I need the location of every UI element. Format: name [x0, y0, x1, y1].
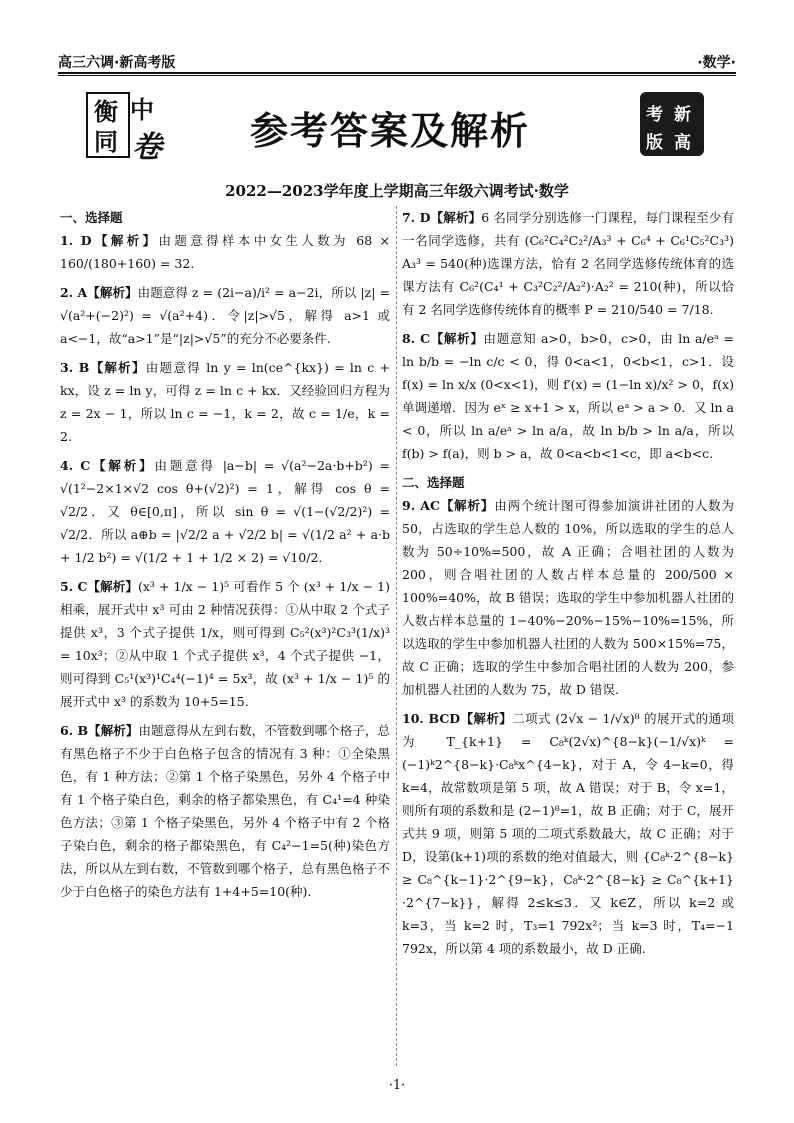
- exam-title: 2022—2023学年度上学期高三年级六调考试·数学: [225, 182, 569, 200]
- banner-title: 参考答案及解析: [250, 109, 531, 153]
- question-text: 由题意得 ln y = ln(ce^{kx}) = ln c + kx，设 z = ln y，可得 z = ln c + kx．又经验回归方程为 z = 2x − 1，所以 ln c = −1，k = 2，故 c = 1/e，k = 2.: [60, 360, 391, 444]
- section-title: 二、选择题: [402, 475, 465, 490]
- header-rule: [58, 72, 736, 74]
- question-text: 由题意得样本中女生人数为 68 × 160/(180+160) = 32.: [60, 233, 390, 271]
- question-text: 由题意知 a>0，b>0，c>0，由 ln a/eᵃ = ln b/b = −ln c/c < 0，得 0<a<1，0<b<1，c>1．设 f(x) = ln x/x (0<x<1)，则 f′(x) = (1−ln x)/x² > 0，f(x) 单调递增．因为 eˣ ≥ x+1 > x，所以 eᵃ > a > 0．又 ln a < 0，所以 ln a/eᵃ > ln a/a，故 ln b/b > ln a/a，所以 f(b) > f(a)，则 b > a，故 0<a<b<1<c，即 a<b<c.: [402, 331, 734, 461]
- question-label: 4. C【解析】: [60, 458, 155, 473]
- question: [60, 719, 390, 903]
- page-header: [58, 50, 736, 74]
- logo-char: 卷: [132, 130, 162, 165]
- question-label: 6. B【解析】: [60, 723, 139, 738]
- question: [60, 575, 390, 713]
- question-label: 1. D【解析】: [60, 233, 159, 248]
- header-right-text: ·数学·: [697, 55, 736, 71]
- right-column: [402, 206, 734, 966]
- question-label: 10. BCD【解析】: [402, 711, 513, 726]
- question: [402, 494, 734, 701]
- brand-logo: [86, 86, 178, 165]
- stamp-char: 版: [646, 133, 663, 153]
- section-title: 一、选择题: [60, 210, 123, 225]
- stamp-char: 考: [646, 105, 663, 125]
- page-number: ·1·: [388, 1078, 406, 1093]
- question: [402, 206, 734, 321]
- question-label: 9. AC【解析】: [402, 498, 495, 513]
- question-text: 6 名同学分别选修一门课程，每门课程至少有一名同学选修，共有 (C₆²C₄²C₂²/A₃³ + C₆⁴ + C₆¹C₅²C₃³) A₃³ = 540(种)选课方法，恰有 2 名同学选修传统体育的选课方法有 C₆²(C₄¹ + C₃²C₂²/A₂²)·A₂² = 210(种)，所以恰有 2 名同学选修传统体育的概率 P = 210/540 = 7/18.: [402, 210, 734, 317]
- question-text: 由题意得从左到右数，不管数到哪个格子，总有黑色格子不少于白色格子包含的情况有 3 种：①全染黑色，有 1 种方法；②第 1 个格子染黑色，另外 4 个格子中有 1 个格子染白色，剩余的格子都染黑色，有 C₄¹=4 种染色方法；③第 1 个格子染黑色，另外 4 个格子中有 2 个格子染白色，剩余的格子都染黑色，有 C₄²−1=5(种)染色方法，所以从左到右数，不管数到哪个格子，总有黑色格子不少于白色格子的染色方法有 1+4+5=10(种).: [60, 723, 390, 899]
- header-rule-thin: [58, 75, 736, 76]
- logo-char: 中: [130, 95, 154, 124]
- question: [402, 707, 734, 960]
- question: [60, 281, 390, 350]
- question-label: 3. B【解析】: [60, 360, 146, 375]
- left-column: [60, 206, 390, 909]
- question-text: 由题意得 z = (2i−a)/i² = a−2i，所以 |z| = √(a²+(−2)²) = √(a²+4)．令|z|>√5，解得 a>1 或 a<−1，故“a>1”是“|z|>√5”的充分不必要条件.: [60, 285, 390, 346]
- question-label: 7. D【解析】: [402, 210, 482, 225]
- question-text: (x³ + 1/x − 1)⁵ 可看作 5 个 (x³ + 1/x − 1) 相乘，展开式中 x³ 可由 2 种情况获得：①从中取 2 个式子提供 x³，3 个式子提供 1/x，则可得到 C₅²(x³)²C₃³(1/x)³ = 10x³；②从中取 1 个式子提供 x³，4 个式子提供 −1，则可得到 C₅¹(x³)¹C₄⁴(−1)⁴ = 5x³，故 (x³ + 1/x − 1)⁵ 的展开式中 x³ 的系数为 10+5=15.: [60, 579, 390, 709]
- question-label: 2. A【解析】: [60, 285, 138, 300]
- question: [402, 327, 734, 465]
- question-text: 由两个统计图可得参加演讲社团的人数为 50，占选取的学生总人数的 10%，所以选取的学生的总人数为 50÷10%=500，故 A 正确；合唱社团的人数为 200，则合唱社团的人数占样本总量的 200/500 × 100%=40%，故 B 错误；选取的学生中参加机器人社团的人数占样本总量的 1−40%−20%−15%−10%=15%，所以选取的学生中参加机器人社团的人数为 500×15%=75，故 C 正确；选取的学生中参加合唱社团的人数为 200，参加机器人社团的人数为 75，故 D 错误.: [402, 498, 734, 697]
- stamp-char: 新: [674, 105, 691, 125]
- question-label: 8. C【解析】: [402, 331, 484, 346]
- question: [60, 454, 390, 569]
- question-label: 5. C【解析】: [60, 579, 138, 594]
- question-text: 二项式 (2√x − 1/√x)⁸ 的展开式的通项为 T_{k+1} = C₈ᵏ(2√x)^{8−k}(−1/√x)ᵏ = (−1)ᵏ2^{8−k}·C₈ᵏx^{4−k}，对于 A，令 4−k=0，得 k=4，故常数项是第 5 项，故 A 错误；对于 B，令 x=1，则所有项的系数和是 (2−1)⁸=1，故 B 正确；对于 C，展开式共 9 项，则第 5 项的二项式系数最大，故 C 正确；对于 D，设第(k+1)项的系数的绝对值最大，则 {C₈ᵏ·2^{8−k} ≥ C₈^{k−1}·2^{9−k}，C₈ᵏ·2^{8−k} ≥ C₈^{k+1}·2^{7−k}}，解得 2≤k≤3．又 k∈Z，所以 k=2 或 k=3，当 k=2 时，T₃=1 792x²；当 k=3 时，T₄=−1 792x，所以第 4 项的系数最小，故 D 正确.: [402, 711, 735, 956]
- logo-char: 同: [94, 127, 118, 156]
- stamp-badge: [640, 92, 704, 156]
- stamp-char: 高: [674, 133, 691, 153]
- question-text: 由题意得 |a−b| = √(a²−2a·b+b²) = √(1²−2×1×√2 cos θ+(√2)²) = 1，解得 cos θ = √2/2．又 θ∈[0,π]，所以 sin θ = √(1−(√2/2)²) = √2/2．所以 a⊕b = |√2/2 a + √2/2 b| = √(1/2 a² + a·b + 1/2 b²) = √(1/2 + 1 + 1/2 × 2) = √10/2.: [60, 458, 390, 565]
- header-left-text: 高三六调·新高考版: [58, 55, 176, 71]
- logo-char: 衡: [94, 97, 118, 126]
- question: [60, 229, 390, 275]
- question: [60, 356, 390, 448]
- column-divider: [396, 206, 397, 1066]
